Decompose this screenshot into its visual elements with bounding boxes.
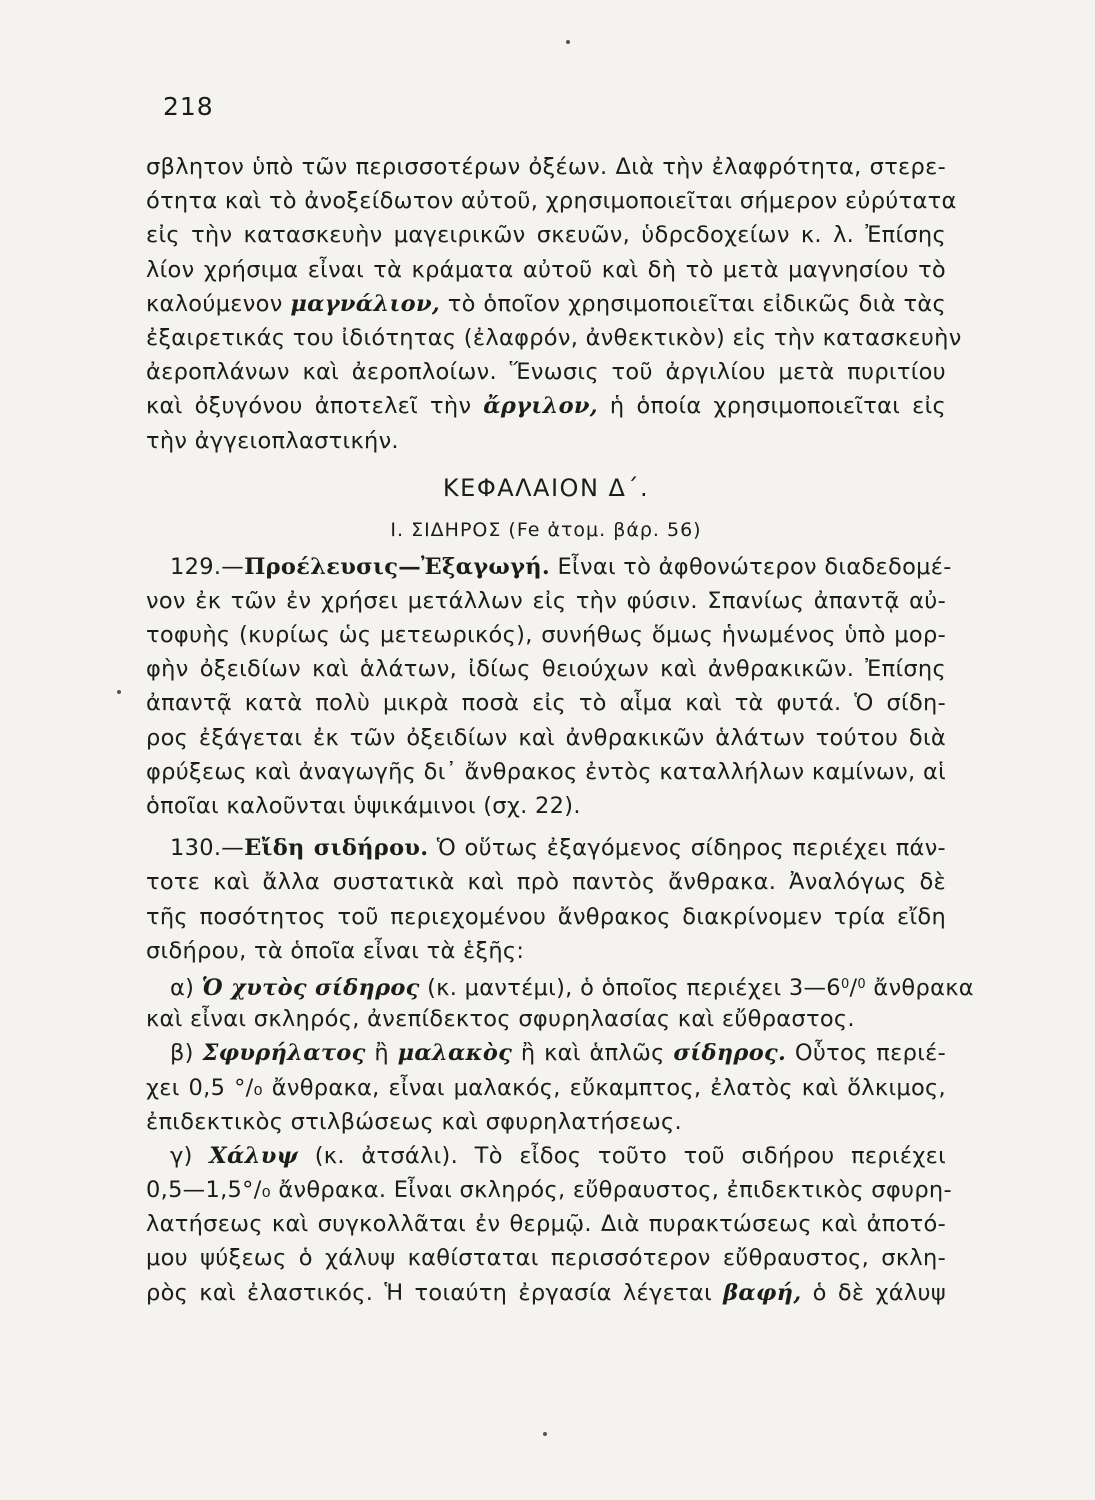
text-line: χει 0,5 °/₀ ἄνθρακα, εἶναι μαλακός, εὔκαμπτος, ἐλατὸς καὶ ὅλκιμος, (146, 1074, 946, 1101)
item-b-line (146, 1036, 946, 1070)
scan-speck (543, 1432, 547, 1436)
text-line: νον ἐκ τῶν ἐν χρήσει μετάλλων εἰς τὴν φύσιν. Σπανίως ἀπαντᾷ αὐ- (146, 587, 946, 614)
text-line (146, 1276, 946, 1310)
text-line: ὁποῖαι καλοῦνται ὑψικάμινοι (σχ. 22). (146, 793, 581, 819)
text-run: ἡ ὁποία χρησιμοποιεῖται εἰς (597, 393, 946, 420)
scan-speck (566, 40, 570, 44)
item-a-line (146, 968, 974, 1002)
term-steel: Χάλυψ (209, 1142, 299, 1169)
text-line (146, 287, 946, 321)
chapter-title: ΚΕΦΑΛΑΙΟΝ Δ΄. (442, 473, 650, 502)
text-line: φρύξεως καὶ ἀναγωγῆς δι᾽ ἄνθρακος ἐντὸς καταλλήλων καμίνων, αἱ (146, 758, 946, 785)
text-line: σιδήρου, τὰ ὁποῖα εἶναι τὰ ἑξῆς: (146, 937, 525, 964)
text-line: μου ψύξεως ὁ χάλυψ καθίσταται περισσότερον εὔθραυστος, σκλη- (146, 1245, 946, 1272)
text-line: ἀπαντᾷ κατὰ πολὺ μικρὰ ποσὰ εἰς τὸ αἷμα καὶ τὰ φυτά. Ὁ σίδη- (146, 690, 946, 717)
page-number: 218 (163, 92, 214, 121)
text-line (146, 389, 946, 423)
term-iron: σίδηρος. (673, 1040, 787, 1067)
term-wrought: Σφυρήλατος (202, 1040, 366, 1067)
text-line: τῆς ποσότητος τοῦ περιεχομένου ἄνθρακος διακρίνομεν τρία εἴδη (146, 903, 946, 930)
percent-sign: 0 (840, 976, 850, 992)
text-run: καλούμενον (146, 290, 291, 317)
main-text (146, 150, 974, 1310)
term-magnalion: μαγνάλιον, (290, 290, 440, 317)
paragraph-130-first-line (146, 831, 946, 865)
text-run: Οὗτος περιέ- (786, 1040, 946, 1067)
term-cast-iron: Ὁ χυτὸς σίδηρος (201, 974, 420, 1001)
item-label: β) (170, 1040, 194, 1067)
text-line: τοτε καὶ ἄλλα συστατικὰ καὶ πρὸ παντὸς ἄνθρακα. Ἀναλόγως δὲ (146, 869, 946, 896)
text-line: ἐξαιρετικάς του ἰδιότητας (ἐλαφρόν, ἀνθεκτικὸν) εἰς τὴν κατασκευὴν (146, 324, 962, 351)
item-label: α) (170, 974, 195, 1001)
item-label: γ) (170, 1142, 193, 1169)
paragraph-gap (146, 823, 946, 831)
text-line: λατήσεως καὶ συγκολλᾶται ἐν θερμῷ. Διὰ πυρακτώσεως καὶ ἀποτό- (146, 1211, 946, 1238)
paragraph-129-first-line (146, 550, 952, 584)
section-title: Ι. ΣΙΔΗΡΟΣ (Fe ἀτομ. βάρ. 56) (390, 518, 702, 541)
scan-speck (117, 690, 121, 694)
text-run: ἢ καὶ ἁπλῶς (512, 1040, 674, 1067)
text-run: ἄνθρακα (865, 974, 974, 1001)
text-line: τὴν ἀγγειοπλαστικήν. (146, 427, 399, 454)
text-line: ἀεροπλάνων καὶ ἀεροπλοίων. Ἕνωσις τοῦ ἀργιλίου μετὰ πυριτίου (146, 359, 946, 386)
paragraph-heading: Εἴδη σιδήρου. (244, 835, 429, 862)
text-line: σβλητον ὑπὸ τῶν περισσοτέρων ὀξέων. Διὰ τὴν ἐλαφρότητα, στερε- (146, 154, 946, 180)
term-soft: μαλακὸς (397, 1040, 513, 1067)
text-line: 0,5—1,5°/₀ ἄνθρακα. Εἶναι σκληρός, εὔθραυστος, ἐπιδεκτικὸς σφυρη- (146, 1177, 952, 1204)
text-run: Εἶναι τὸ ἀφθονώτερον διαδεδομέ- (550, 553, 952, 580)
text-run: τὸ ὁποῖον χρησιμοποιεῖται εἰδικῶς διὰ τὰς (440, 290, 946, 317)
text-run: ἢ (365, 1040, 398, 1067)
text-line: φὴν ὀξειδίων καὶ ἁλάτων, ἰδίως θειούχων καὶ ἀνθρακικῶν. Ἐπίσης (146, 656, 946, 683)
percent-sign: 0 (857, 976, 866, 992)
item-c-line (146, 1139, 946, 1173)
text-line: εἰς τὴν κατασκευὴν μαγειρικῶν σκευῶν, ὑδρcδοχείων κ. λ. Ἐπίσης (146, 222, 946, 249)
text-line: ρος ἐξάγεται ἐκ τῶν ὀξειδίων καὶ ἀνθρακικῶν ἁλάτων τούτου διὰ (146, 724, 946, 751)
text-line: ότητα καὶ τὸ ἀνοξείδωτον αὐτοῦ, χρησιμοποιεῖται σήμερον εὐρύτατα (146, 188, 957, 215)
text-run: (κ. ἀτσάλι). Τὸ εἶδος τοῦτο τοῦ σιδήρου περιέχει (298, 1142, 947, 1169)
term-tempering: βαφή, (723, 1279, 802, 1306)
paragraph-heading: Προέλευσις—Ἐξαγωγή. (244, 553, 551, 580)
text-run: (κ. μαντέμι), ὁ ὁποῖος περιέχει 3—6 (419, 974, 841, 1001)
text-run: ρὸς καὶ ἐλαστικός. Ἡ τοιαύτη ἐργασία λέγεται (146, 1279, 724, 1306)
text-line: ἐπιδεκτικὸς στιλβώσεως καὶ σφυρηλατήσεως. (146, 1108, 683, 1135)
text-run: Ὁ οὕτως ἐξαγόμενος σίδηρος περιέχει πάν- (428, 835, 946, 862)
text-line: τοφυὴς (κυρίως ὡς μετεωρικός), συνήθως ὅμως ἡνωμένος ὑπὸ μορ- (146, 622, 946, 649)
term-argilos: ἄργιλον, (483, 393, 598, 420)
text-line: καὶ εἶναι σκληρός, ἀνεπίδεκτος σφυρηλασίας καὶ εὔθραστος. (146, 1006, 855, 1033)
text-run: ὁ δὲ χάλυψ (801, 1279, 946, 1306)
text-run: / (849, 974, 858, 1001)
text-line: λίον χρήσιμα εἶναι τὰ κράματα αὐτοῦ καὶ δὴ τὸ μετὰ μαγνησίου τὸ (146, 256, 946, 283)
paragraph-number: 129.— (170, 553, 245, 580)
paragraph-number: 130.— (170, 835, 245, 862)
text-run: καὶ ὀξυγόνου ἀποτελεῖ τὴν (146, 393, 484, 420)
